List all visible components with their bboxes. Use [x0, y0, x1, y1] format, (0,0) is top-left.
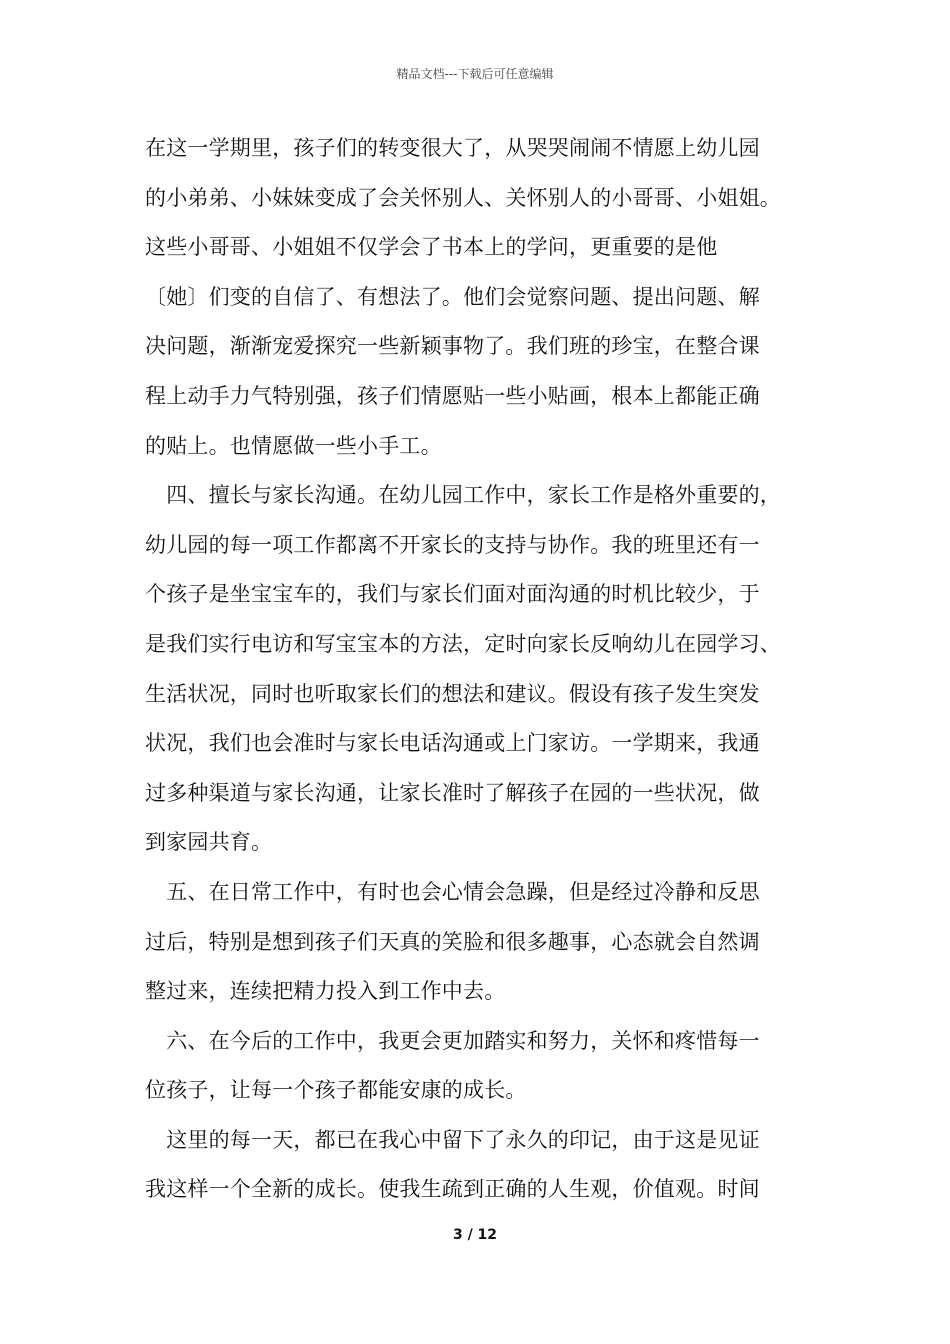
text-line: 这些小哥哥、小姐姐不仅学会了书本上的学问，更重要的是他: [145, 235, 718, 260]
text-line: 过后，特别是想到孩子们天真的笑脸和很多趣事，心态就会自然调: [145, 929, 760, 954]
text-line: 的贴上。也情愿做一些小手工。: [145, 433, 442, 458]
page-number: 3 / 12: [452, 1227, 498, 1243]
text-line: 是我们实行电访和写宝宝本的方法，定时向家长反响幼儿在园学习、: [145, 631, 781, 656]
text-line: 在这一学期里，孩子们的转变很大了，从哭哭闹闹不情愿上幼儿园: [145, 136, 760, 160]
page-header: 精品文档---下载后可任意编辑: [396, 67, 554, 81]
text-line: 的小弟弟、小妹妹变成了会关怀别人、关怀别人的小哥哥、小姐姐。: [145, 185, 781, 210]
text-line: 生活状况，同时也听取家长们的想法和建议。假设有孩子发生突发: [145, 681, 760, 706]
text-line: 过多种渠道与家长沟通，让家长准时了解孩子在园的一些状况，做: [145, 780, 760, 805]
text-line: 这里的每一天，都已在我心中留下了永久的印记，由于这是见证: [145, 1127, 760, 1152]
text-line: 位孩子，让每一个孩子都能安康的成长。: [145, 1078, 527, 1103]
text-line: 程上动手力气特别强，孩子们情愿贴一些小贴画，根本上都能正确: [145, 383, 760, 408]
text-line: 五、在日常工作中，有时也会心情会急躁，但是经过冷静和反思: [145, 879, 760, 904]
text-line: 整过来，连续把精力投入到工作中去。: [145, 979, 506, 1004]
text-line: 幼儿园的每一项工作都离不开家长的支持与协作。我的班里还有一: [145, 532, 760, 557]
text-line: 状况，我们也会准时与家长电话沟通或上门家访。一学期来，我通: [145, 731, 760, 756]
text-line: 〔她〕们变的自信了、有想法了。他们会觉察问题、提出问题、解: [145, 284, 760, 309]
text-line: 决问题，渐渐宠爱探究一些新颖事物了。我们班的珍宝，在整合课: [145, 334, 760, 359]
document-body: [145, 124, 820, 1215]
text-line: 四、擅长与家长沟通。在幼儿园工作中，家长工作是格外重要的，: [145, 483, 781, 508]
text-line: 我这样一个全新的成长。使我生疏到正确的人生观，价值观。时间: [145, 1177, 760, 1202]
text-line: 到家园共育。: [145, 830, 273, 855]
text-line: 六、在今后的工作中，我更会更加踏实和努力，关怀和疼惜每一: [145, 1028, 760, 1053]
text-line: 个孩子是坐宝宝车的，我们与家长们面对面沟通的时机比较少，于: [145, 582, 760, 607]
